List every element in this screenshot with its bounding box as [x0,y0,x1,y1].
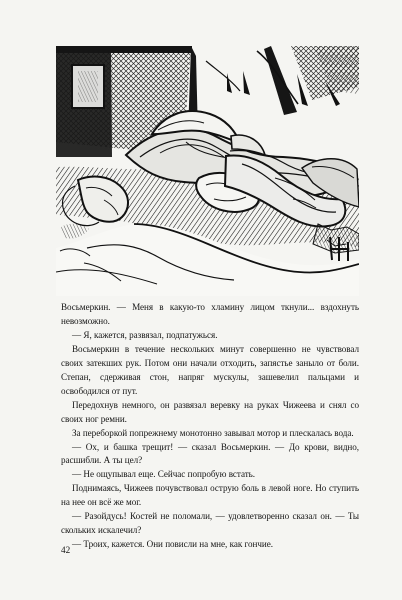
paragraph: Восьмеркин. — Меня в какую-то хламину лицом ткнули... вздохнуть невозможно. [61,302,359,326]
paragraph: Передохнув немного, он развязал веревку на руках Чижеева и снял со своих ног ремни. [61,399,359,424]
paragraph: — Ох, и башка трещит! — сказал Восьмеркин. — До крови, видно, расшибли. А ты цел? [61,441,359,466]
paragraph: Восьмеркин в течение нескольких минут совершенно не чувствовал своих затекших рук. Потом они начали отходить, запястье заныло от боли. Степан, сдерживая стон, напряг мускулы, зашевелил пальцами и освободился от пут. [61,343,359,396]
paragraph: — Я, кажется, развязал, подпатужься. [72,329,218,340]
paragraph: — Троих, кажется. Они повисли на мне, как гончие. [72,539,273,550]
page-number: 42 [61,545,71,555]
book-illustration [56,46,359,296]
paragraph: Поднимаясь, Чижеев почувствовал острую боль в левой ноге. Но ступить на нее он всё же мог. [61,483,359,508]
paragraph: — Не ощупывал еще. Сейчас попробую встать. [72,469,255,480]
paragraph: За переборкой попрежнему монотонно завывал мотор и плескалась вода. [72,427,354,438]
main-text [61,301,359,552]
paragraph: — Разойдусь! Костей не поломали, — удовлетворенно сказал он. — Ты скольких искалечил? [61,511,359,536]
